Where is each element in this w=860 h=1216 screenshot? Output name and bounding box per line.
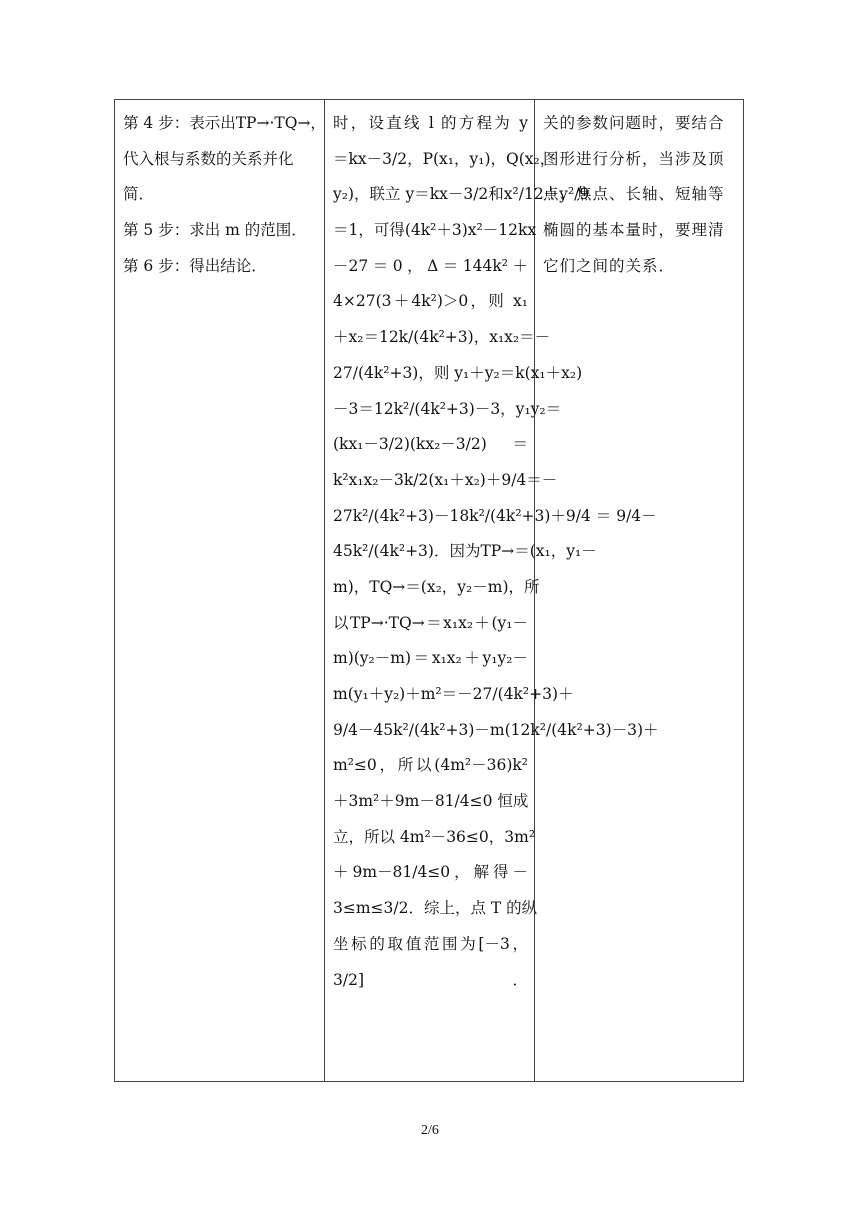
solution-line: 时，设直线 l 的方程为 y — [333, 114, 528, 132]
solution-line: 坐标的取值范围为[－3， — [333, 934, 528, 953]
steps-line: 第 5 步：求出 m 的范围． — [123, 221, 307, 240]
solution-line: 27/(4k²+3)，则 y₁＋y₂＝k(x₁＋x₂) — [333, 363, 583, 382]
steps-line: 第 4 步：表示出TP→·TQ→， — [123, 114, 326, 132]
steps-line: 代入根与系数的关系并化 — [123, 149, 294, 168]
solution-line: m²≤0，所以(4m²－36)k² — [333, 756, 528, 775]
solution-line: 3≤m≤3/2．综上，点 T 的纵 — [333, 899, 538, 918]
content-table — [114, 99, 744, 1082]
solution-line: 27k²/(4k²+3)－18k²/(4k²+3)＋9/4 ＝ 9/4－ — [333, 506, 657, 525]
solution-line: 以TP→·TQ→＝x₁x₂＋(y₁－ — [333, 613, 528, 632]
solution-line: 4×27(3＋4k²)＞0，则 x₁ — [333, 292, 528, 311]
solution-line: 9/4－45k²/(4k²+3)－m(12k²/(4k²+3)－3)＋ — [333, 720, 659, 739]
solution-line: m(y₁＋y₂)＋m²＝－27/(4k²+3)＋ — [333, 685, 574, 703]
notes-line: 它们之间的关系． — [543, 256, 676, 275]
steps-line: 第 6 步：得出结论． — [123, 256, 267, 275]
notes-line: 椭圆的基本量时，要理清 — [543, 221, 725, 240]
solution-line: (kx₁－3/2)(kx₂－3/2) ＝ — [333, 435, 528, 454]
solution-line: k²x₁x₂－3k/2(x₁＋x₂)＋9/4＝－ — [333, 470, 558, 489]
solution-line: ＋x₂＝12k/(4k²+3)，x₁x₂＝－ — [333, 328, 551, 347]
solution-line: ＝1，可得(4k²＋3)x²－12kx — [333, 221, 537, 240]
page-number: 2/6 — [421, 1123, 439, 1138]
solution-line: 3/2]． — [333, 970, 528, 989]
solution-line: ＋3m²＋9m－81/4≤0 恒成 — [333, 792, 529, 811]
solution-line: m)，TQ→＝(x₂，y₂－m)，所 — [333, 577, 540, 596]
solution-line: m)(y₂－m)＝x₁x₂＋y₁y₂－ — [333, 649, 528, 668]
solution-line: －3＝12k²/(4k²+3)－3，y₁y₂＝ — [333, 399, 562, 418]
notes-line: 关的参数问题时，要结合 — [543, 114, 725, 132]
steps-line: 简． — [123, 185, 155, 204]
solution-line: 立，所以 4m²－36≤0，3m² — [333, 827, 536, 846]
steps-cell — [115, 100, 325, 1081]
notes-cell — [535, 100, 743, 1081]
notes-line: 图形进行分析，当涉及顶 — [543, 149, 725, 168]
solution-line: －27＝0，Δ＝144k²＋ — [333, 256, 528, 275]
notes-line: 点、焦点、长轴、短轴等 — [543, 185, 725, 204]
solution-line: ＝kx－3/2，P(x₁，y₁)，Q(x₂， — [333, 149, 556, 168]
solution-line: 45k²/(4k²+3)．因为TP→＝(x₁，y₁－ — [333, 542, 597, 561]
solution-line: y₂)，联立 y＝kx－3/2和x²/12＋y²/9 — [333, 185, 590, 204]
solution-line: ＋9m－81/4≤0，解得－ — [333, 863, 528, 882]
